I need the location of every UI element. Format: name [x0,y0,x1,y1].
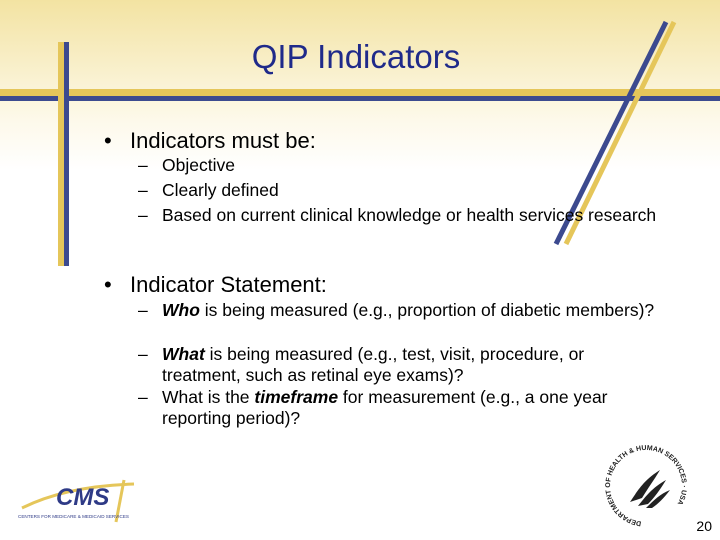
sub-item-text: Based on current clinical knowledge or health services research [162,205,657,225]
bullet-dot: • [104,128,112,153]
emphasis-who: Who [162,300,200,320]
sub-item-rest: is being measured (e.g., test, visit, procedure, or treatment, such as retinal eye exams)? [162,344,585,385]
dash: – [138,344,148,364]
hhs-seal-text: DEPARTMENT OF HEALTH & HUMAN SERVICES · USA [604,444,688,527]
bullet-heading: Indicators must be: [130,128,316,153]
emphasis-timeframe: timeframe [254,387,339,407]
dash: – [138,155,148,175]
sub-item-pre: What is the [162,387,255,407]
bullet-dot: • [104,272,112,297]
bullet-heading: Indicator Statement: [130,272,327,297]
dash: – [138,180,148,200]
hhs-seal [600,440,692,532]
sub-item-text: Objective [162,155,235,175]
sub-item-text: Clearly defined [162,180,279,200]
cms-logo-mark: CMS [56,484,110,511]
page-number: 20 [696,518,712,534]
sub-item-rest: for measurement (e.g., a one year reporting period)? [162,387,608,428]
dash: – [138,300,148,320]
slide-title: QIP Indicators [251,38,461,75]
sub-item-text [162,344,662,386]
dash: – [138,205,148,225]
sub-item-text [162,387,662,429]
eagle-profile-icon [630,470,670,508]
cms-logo [16,478,136,524]
emphasis-what: What [162,344,205,364]
cms-logo-tagline: CENTERS FOR MEDICARE & MEDICAID SERVICES [18,514,129,519]
sub-item-text [162,300,662,321]
dash: – [138,387,148,407]
sub-item-rest: is being measured (e.g., proportion of diabetic members)? [199,300,655,320]
